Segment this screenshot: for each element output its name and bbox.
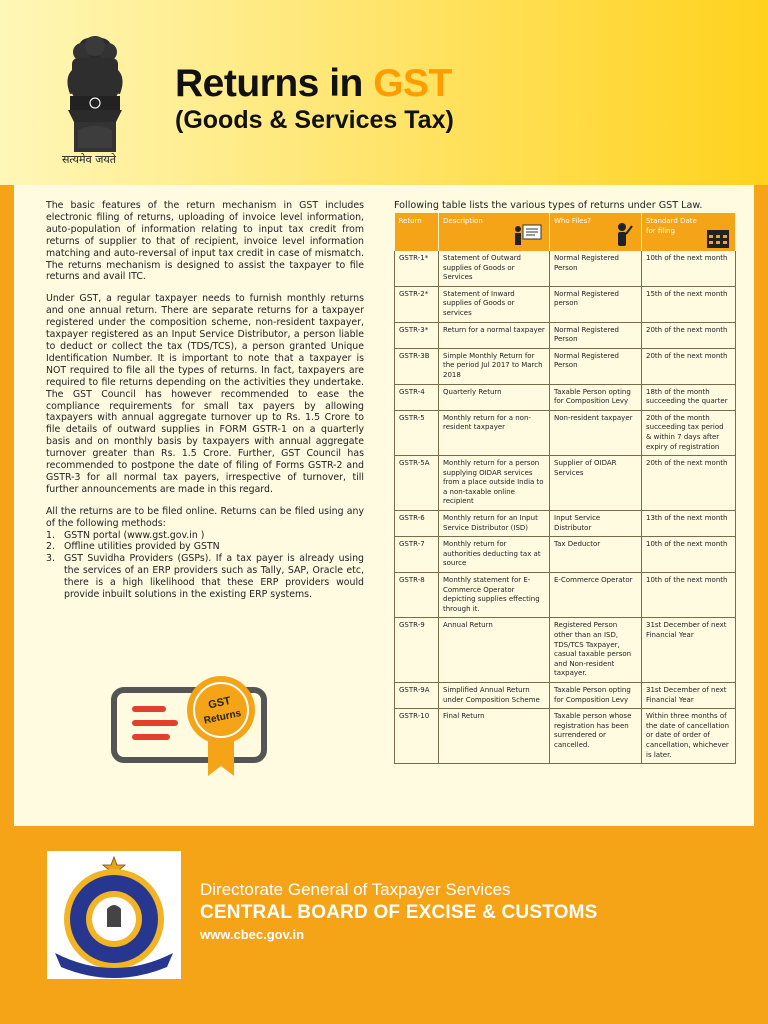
- col-header-description: Description: [439, 213, 550, 251]
- cell-return: GSTR-7: [395, 537, 439, 573]
- cell-who-files: Supplier of OIDAR Services: [550, 456, 642, 511]
- cell-description: Monthly return for authorities deducting tax at source: [439, 537, 550, 573]
- calendar-icon: [706, 227, 730, 249]
- table-row: [395, 286, 736, 322]
- cell-return: GSTR-4: [395, 384, 439, 410]
- cell-standard-date: 10th of the next month: [642, 251, 736, 286]
- cell-standard-date: 20th of the next month: [642, 348, 736, 384]
- cell-who-files: E-Commerce Operator: [550, 573, 642, 618]
- table-header-row: [395, 213, 736, 251]
- list-item: 2. Offline utilities provided by GSTN: [46, 541, 220, 553]
- cell-who-files: Normal Registered person: [550, 286, 642, 322]
- cell-who-files: Registered Person other than an ISD, TDS/TCS Taxpayer, casual taxable person and Non-resident taxpayer.: [550, 618, 642, 683]
- cell-return: GSTR-2*: [395, 286, 439, 322]
- cell-standard-date: 20th of the month succeeding tax period & within 7 days after expiry of registration: [642, 410, 736, 455]
- cbec-seal-icon: [47, 851, 181, 979]
- table-row: [395, 456, 736, 511]
- presentation-icon: [511, 223, 543, 247]
- cell-standard-date: 20th of the next month: [642, 456, 736, 511]
- header-banner: [0, 0, 768, 185]
- cell-description: Monthly return for a non-resident taxpayer: [439, 410, 550, 455]
- cell-standard-date: 18th of the month succeeding the quarter: [642, 384, 736, 410]
- page-title: [175, 62, 452, 106]
- cell-description: Annual Return: [439, 618, 550, 683]
- list-item: 3. GST Suvidha Providers (GSPs). If a tax payer is already using the services of an ERP providers such as Tally, SAP, Oracle etc, there is a high likelihood that these ERP providers would provide inbuilt solutions in the existing ERP systems.: [46, 553, 364, 601]
- cell-return: GSTR-6: [395, 511, 439, 537]
- intro-text: [46, 200, 364, 601]
- cell-standard-date: 31st December of next Financial Year: [642, 682, 736, 708]
- cell-return: GSTR-9: [395, 618, 439, 683]
- cell-description: Monthly return for a person supplying OIDAR services from a place outside India to a non-taxable online recipient: [439, 456, 550, 511]
- cell-standard-date: 13th of the next month: [642, 511, 736, 537]
- table-row: [395, 682, 736, 708]
- intro-paragraph-3: All the returns are to be filed online. Returns can be filed using any of the following methods:: [46, 505, 364, 529]
- cell-return: GSTR-1*: [395, 251, 439, 286]
- cell-return: GSTR-5A: [395, 456, 439, 511]
- gst-returns-badge-icon: [108, 668, 273, 778]
- cell-who-files: Non-resident taxpayer: [550, 410, 642, 455]
- table-row: [395, 573, 736, 618]
- footer-organization: CENTRAL BOARD OF EXCISE & CUSTOMS: [200, 902, 598, 923]
- cell-description: Quarterly Return: [439, 384, 550, 410]
- cell-who-files: Input Service Distributor: [550, 511, 642, 537]
- cell-description: Simplified Annual Return under Composition Scheme: [439, 682, 550, 708]
- cell-who-files: Taxable Person opting for Composition Levy: [550, 384, 642, 410]
- cell-standard-date: 10th of the next month: [642, 573, 736, 618]
- cell-who-files: Taxable Person opting for Composition Levy: [550, 682, 642, 708]
- motto-text: सत्यमेव जयते: [62, 153, 117, 166]
- cell-standard-date: 31st December of next Financial Year: [642, 618, 736, 683]
- footer-website-link[interactable]: www.cbec.gov.in: [200, 927, 305, 942]
- table-row: [395, 511, 736, 537]
- cell-standard-date: 15th of the next month: [642, 286, 736, 322]
- table-row: [395, 348, 736, 384]
- returns-table: [394, 213, 736, 764]
- title-highlight: GST: [373, 62, 452, 105]
- cell-description: Monthly statement for E-Commerce Operator depicting supplies effecting through it.: [439, 573, 550, 618]
- table-row: [395, 410, 736, 455]
- cell-description: Return for a normal taxpayer: [439, 322, 550, 348]
- table-row: [395, 251, 736, 286]
- svg-text:GST: GST: [207, 694, 232, 712]
- cell-description: Final Return: [439, 709, 550, 764]
- col-header-who-files: Who Files?: [550, 213, 642, 251]
- table-row: [395, 618, 736, 683]
- list-item: 1. GSTN portal (www.gst.gov.in ): [46, 529, 205, 541]
- cell-who-files: Normal Registered Person: [550, 348, 642, 384]
- cell-return: GSTR-10: [395, 709, 439, 764]
- cell-return: GSTR-8: [395, 573, 439, 618]
- cell-description: Statement of Inward supplies of Goods or services: [439, 286, 550, 322]
- table-row: [395, 709, 736, 764]
- table-intro: Following table lists the various types of returns under GST Law.: [394, 200, 703, 211]
- cell-description: Statement of Outward supplies of Goods or Services: [439, 251, 550, 286]
- col-header-standard-date: Standard Date for filing: [642, 213, 736, 251]
- cell-return: GSTR-3*: [395, 322, 439, 348]
- svg-text:Returns: Returns: [202, 708, 243, 727]
- person-icon: [614, 222, 634, 248]
- cell-who-files: Taxable person whose registration has been surrendered or cancelled.: [550, 709, 642, 764]
- methods-list: [46, 530, 364, 601]
- cell-description: Monthly return for an Input Service Distributor (ISD): [439, 511, 550, 537]
- cell-who-files: Normal Registered Person: [550, 322, 642, 348]
- cell-standard-date: 10th of the next month: [642, 537, 736, 573]
- table-row: [395, 322, 736, 348]
- cell-return: GSTR-5: [395, 410, 439, 455]
- footer-department: Directorate General of Taxpayer Services: [200, 880, 511, 899]
- cell-who-files: Normal Registered Person: [550, 251, 642, 286]
- cell-description: Simple Monthly Return for the period Jul 2017 to March 2018: [439, 348, 550, 384]
- intro-paragraph-1: The basic features of the return mechanism in GST includes electronic filing of returns, uploading of invoice level information, auto-population of information relating to input tax credit from returns of supplier to that of recipient, invoice level information matching and auto-reversal of input tax credit in case of mismatch. The returns mechanism is designed to assist the taxpayer to file returns and avail ITC.: [46, 200, 364, 283]
- page-subtitle: (Goods & Services Tax): [175, 106, 454, 134]
- cell-return: GSTR-3B: [395, 348, 439, 384]
- cell-standard-date: Within three months of the date of cancellation or date of order of cancellation, whichever is later.: [642, 709, 736, 764]
- title-prefix: Returns in: [175, 62, 374, 105]
- table-row: [395, 384, 736, 410]
- table-row: [395, 537, 736, 573]
- cell-who-files: Tax Deductor: [550, 537, 642, 573]
- cbec-logo: [47, 851, 181, 979]
- cell-return: GSTR-9A: [395, 682, 439, 708]
- intro-paragraph-2: Under GST, a regular taxpayer needs to furnish monthly returns and one annual return. There are separate returns for a taxpayer registered under the composition scheme, non-resident taxpayer, taxpayer registered as an Input Service Distributor, a person liable to deduct or collect the tax (TDS/TCS), a person granted Unique Identification Number. It is important to note that a taxpayer is NOT required to file all the types of returns. In fact, taxpayers are required to file returns depending on the activities they undertake. The GST Council has however recommended to ease the compliance requirements for small tax payers by allowing taxpayers with annual aggregate turnover up to Rs. 1.5 Crore to file details of outward supplies in FORM GSTR-1 on a quarterly basis and on monthly basis by taxpayers with annual aggregate turnover greater than Rs. 1.5 Crore. Further, GST Council has recommended to postpone the date of filing of Forms GSTR-2 and GSTR-3 for all normal tax payers, irrespective of turnover, till further announcements are made in this regard.: [46, 293, 364, 495]
- cell-standard-date: 20th of the next month: [642, 322, 736, 348]
- col-header-return: Return: [395, 213, 439, 251]
- ashoka-emblem-icon: [50, 30, 140, 170]
